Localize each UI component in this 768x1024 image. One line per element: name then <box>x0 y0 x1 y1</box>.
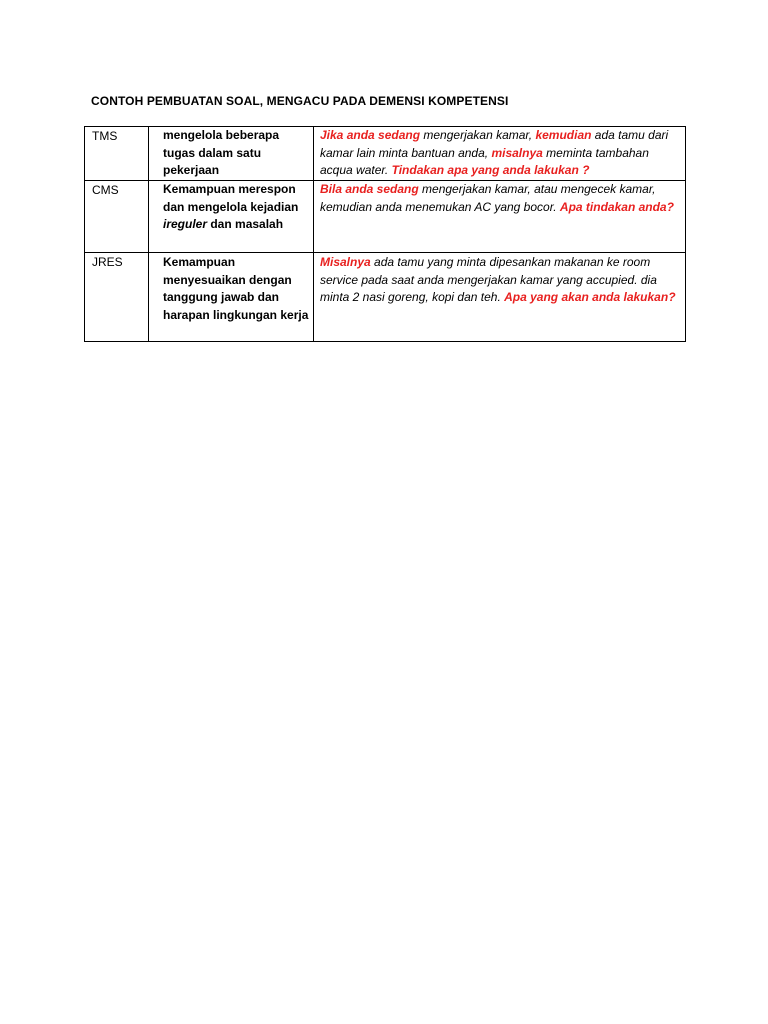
example-text: ada tamu dari kamar lain minta bantuan anda, <box>320 128 669 160</box>
competency-code: JRES <box>85 253 149 342</box>
example-question-prompt: Tindakan apa yang anda lakukan ? <box>391 163 590 177</box>
example-highlight: Bila anda sedang <box>320 182 419 196</box>
dimension-italic-term: ireguler <box>163 217 208 231</box>
competency-dimension <box>149 127 314 181</box>
dimension-text: mengelola beberapa tugas dalam satu pekerjaan <box>163 128 280 177</box>
dimension-text: Kemampuan merespon dan mengelola kejadian <box>163 182 299 214</box>
example-text: ada tamu yang minta dipesankan makanan ke room service pada saat anda mengerjakan kamar yang accupied. dia minta 2 nasi goreng, kopi dan teh. <box>320 255 657 304</box>
competency-code: CMS <box>85 181 149 253</box>
example-highlight: kemudian <box>535 128 592 142</box>
page-title: CONTOH PEMBUATAN SOAL, MENGACU PADA DEMENSI KOMPETENSI <box>91 94 509 108</box>
example-text: mengerjakan kamar, atau mengecek kamar, kemudian anda menemukan AC yang bocor. <box>320 182 656 214</box>
example-question <box>314 127 686 181</box>
example-text: meminta tambahan acqua water. <box>320 145 649 177</box>
competency-code: TMS <box>85 127 149 181</box>
example-question-prompt: Apa yang akan anda lakukan? <box>504 290 676 304</box>
example-highlight: misalnya <box>491 145 543 160</box>
dimension-text: Kemampuan menyesuaikan dengan tanggung jawab dan harapan lingkungan kerja <box>163 255 309 322</box>
table-row <box>85 181 686 253</box>
table-row <box>85 127 686 181</box>
example-question-prompt: Apa tindakan anda? <box>559 199 674 214</box>
example-text: mengerjakan kamar, <box>420 128 536 142</box>
example-highlight: Misalnya <box>320 255 371 269</box>
competency-dimension <box>149 253 314 342</box>
dimension-text: dan masalah <box>207 217 284 231</box>
example-question <box>314 253 686 342</box>
competency-table <box>84 126 686 342</box>
competency-dimension <box>149 181 314 253</box>
table-row <box>85 253 686 342</box>
example-question <box>314 181 686 253</box>
example-highlight: Jika anda sedang <box>320 128 421 142</box>
